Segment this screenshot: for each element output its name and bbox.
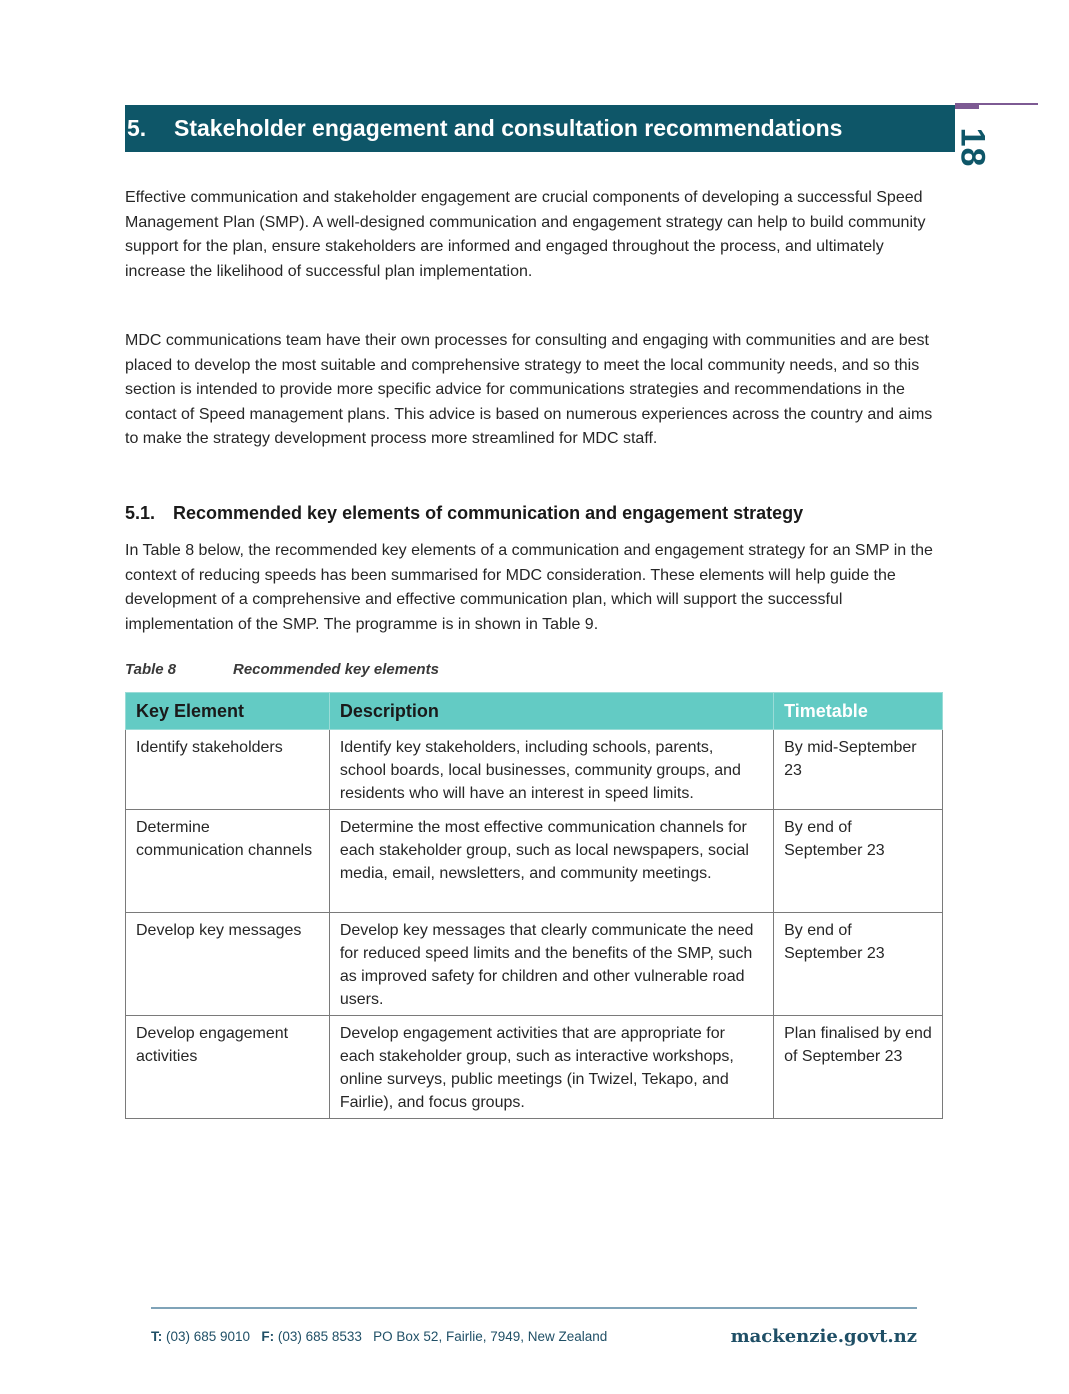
- page-tab-mark: [955, 103, 979, 109]
- footer-divider: [151, 1307, 917, 1309]
- cell-key-element: Develop engagement activities: [126, 1016, 330, 1119]
- table-header-row: [126, 693, 943, 730]
- subsection-number: 5.1.: [125, 503, 156, 523]
- phone-number: (03) 685 9010: [162, 1329, 262, 1344]
- cell-timetable: By mid-September 23: [774, 730, 943, 810]
- cell-description: Develop key messages that clearly communicate the need for reduced speed limits and the benefits of the SMP, such as improved safety for children and other vulnerable road users.: [329, 913, 773, 1016]
- header-timetable: Timetable: [774, 693, 943, 730]
- table-caption-title: Recommended key elements: [233, 661, 439, 678]
- footer-website: mackenzie.govt.nz: [730, 1326, 917, 1347]
- page-number: 18: [953, 127, 992, 168]
- postal-address: PO Box 52, Fairlie, 7949, New Zealand: [373, 1329, 608, 1344]
- table-row: [126, 730, 943, 810]
- cell-timetable: By end of September 23: [774, 913, 943, 1016]
- cell-description: Develop engagement activities that are appropriate for each stakeholder group, such as interactive workshops, online surveys, public meetings (in Twizel, Tekapo, and Fairlie), and focus groups.: [329, 1016, 773, 1119]
- cell-key-element: Develop key messages: [126, 913, 330, 1016]
- cell-description: Determine the most effective communication channels for each stakeholder group, such as local newspapers, social media, email, newsletters, and community meetings.: [329, 810, 773, 913]
- header-description: Description: [329, 693, 773, 730]
- cell-key-element: Identify stakeholders: [126, 730, 330, 810]
- section-number: 5.: [127, 115, 147, 141]
- section-title: Stakeholder engagement and consultation recommendations: [174, 115, 843, 141]
- subsection-intro: In Table 8 below, the recommended key elements of a communication and engagement strategy for an SMP in the context of reducing speeds has been summarised for MDC consideration. These elements will help guide the development of a comprehensive and effective communication plan, which will support the successful implementation of the SMP. The programme is in shown in Table 9.: [125, 542, 933, 633]
- cell-timetable: By end of September 23: [774, 810, 943, 913]
- table-caption: [125, 661, 439, 678]
- table-caption-number: Table 8: [125, 661, 177, 678]
- fax-label: F:: [261, 1329, 275, 1344]
- cell-description: Identify key stakeholders, including schools, parents, school boards, local businesses, community groups, and residents who will have an interest in speed limits.: [329, 730, 773, 810]
- cell-timetable: Plan finalised by end of September 23: [774, 1016, 943, 1119]
- subsection-heading: [125, 503, 803, 524]
- subsection-title: Recommended key elements of communication and engagement strategy: [173, 503, 804, 523]
- intro-paragraph: Effective communication and stakeholder engagement are crucial components of developing a successful Speed Management Plan (SMP). A well-designed communication and engagement strategy can help to build community support for the plan, ensure stakeholders are informed and engaged throughout the process, and ultimately increase the likelihood of successful plan implementation.: [125, 189, 926, 280]
- footer-contact: [151, 1329, 607, 1344]
- table-row: [126, 810, 943, 913]
- section-heading: [125, 105, 955, 152]
- table-row: [126, 913, 943, 1016]
- cell-key-element: Determine communication channels: [126, 810, 330, 913]
- key-elements-table: [125, 692, 943, 1119]
- header-key-element: Key Element: [126, 693, 330, 730]
- table-row: [126, 1016, 943, 1119]
- phone-label: T:: [151, 1329, 163, 1344]
- mdc-paragraph: MDC communications team have their own processes for consulting and engaging with communities and are best placed to develop the most suitable and comprehensive strategy to meet the local community needs, and so this section is intended to provide more specific advice for communications strategies and recommendations in the contact of Speed management plans. This advice is based on numerous experiences across the country and aims to make the strategy development process more streamlined for MDC staff.: [125, 332, 933, 448]
- fax-number: (03) 685 8533: [274, 1329, 374, 1344]
